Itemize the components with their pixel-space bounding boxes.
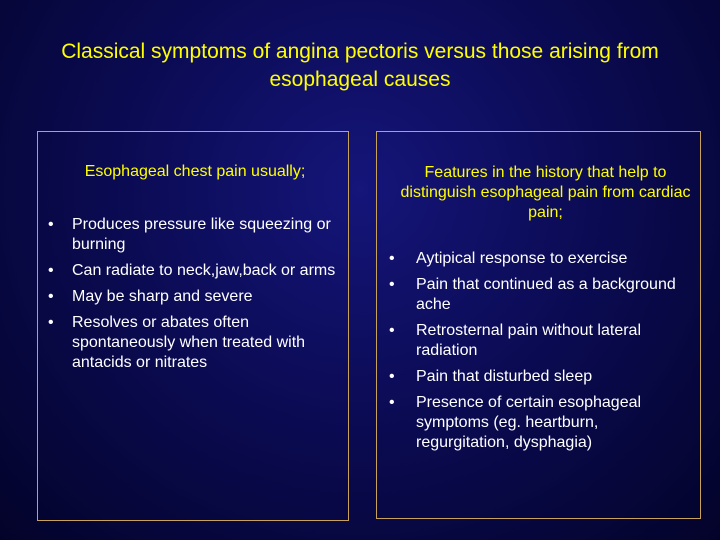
- list-item: [38, 215, 338, 255]
- list-item: [377, 393, 692, 453]
- list-item-text: Retrosternal pain without lateral radiation: [416, 322, 642, 359]
- bullet-icon: •: [48, 262, 54, 279]
- distinguishing-features-heading: Features in the history that help to distinguish esophageal pain from cardiac pain;: [400, 164, 691, 221]
- list-item-text: Produces pressure like squeezing or burning: [72, 216, 331, 253]
- bullet-icon: •: [48, 288, 54, 305]
- esophageal-pain-heading: Esophageal chest pain usually;: [84, 163, 306, 180]
- list-item-text: Presence of certain esophageal symptoms (eg. heartburn, regurgitation, dysphagia): [416, 394, 642, 451]
- list-item-text: May be sharp and severe: [72, 288, 253, 305]
- distinguishing-features-list: [377, 249, 700, 453]
- slide-title: Classical symptoms of angina pectoris versus those arising from esophageal causes: [61, 40, 659, 91]
- list-item-text: Aytipical response to exercise: [416, 250, 628, 267]
- list-item: [377, 275, 692, 315]
- bullet-icon: •: [48, 314, 54, 331]
- bullet-icon: •: [389, 322, 395, 339]
- bullet-icon: •: [389, 276, 395, 293]
- esophageal-pain-list: [38, 215, 348, 373]
- list-item-text: Can radiate to neck,jaw,back or arms: [72, 262, 336, 279]
- bullet-icon: •: [389, 368, 395, 385]
- bullet-icon: •: [389, 394, 395, 411]
- list-item: [377, 249, 692, 269]
- bullet-icon: •: [48, 216, 54, 233]
- list-item: [377, 321, 692, 361]
- list-item: [38, 287, 338, 307]
- list-item-text: Pain that continued as a background ache: [416, 276, 676, 313]
- list-item: [38, 261, 338, 281]
- list-item-text: Resolves or abates often spontaneously when treated with antacids or nitrates: [72, 314, 306, 371]
- list-item-text: Pain that disturbed sleep: [416, 368, 593, 385]
- bullet-icon: •: [389, 250, 395, 267]
- esophageal-pain-box: [37, 131, 349, 521]
- list-item: [38, 313, 338, 373]
- list-item: [377, 367, 692, 387]
- distinguishing-features-box: [376, 131, 701, 519]
